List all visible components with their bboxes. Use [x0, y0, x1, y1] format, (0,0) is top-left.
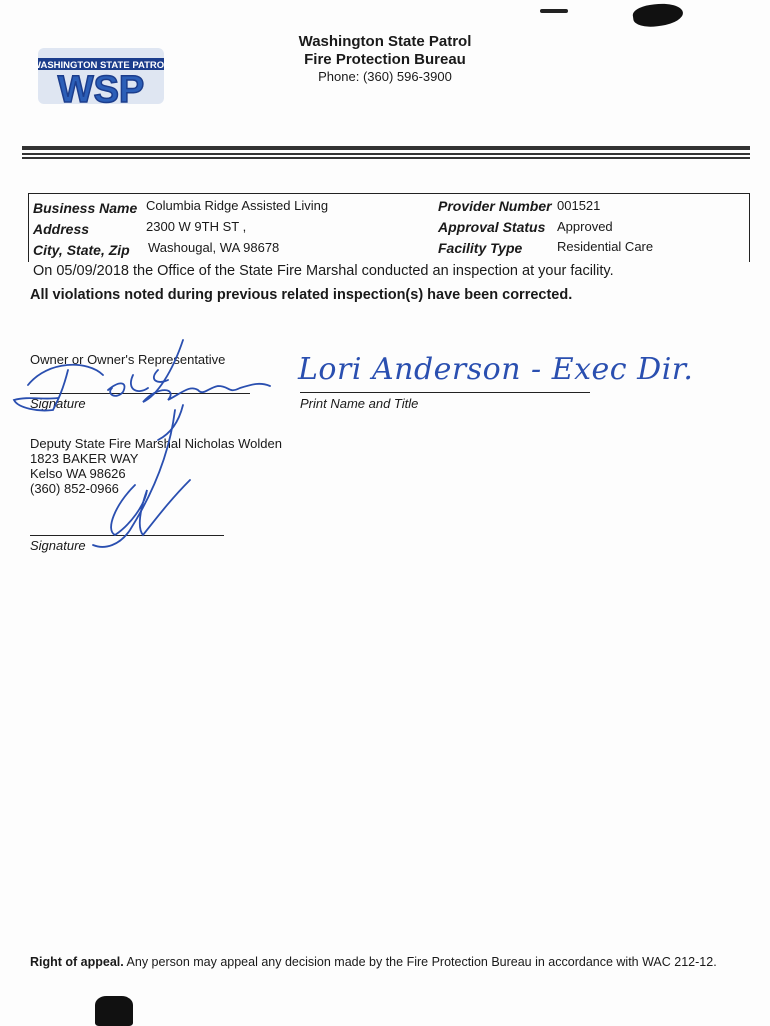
appeal-text: Any person may appeal any decision made by the Fire Protection Bureau in accordance with WAC 212-12.	[123, 955, 717, 969]
facility-type-value: Residential Care	[557, 239, 654, 254]
scan-mark-top-right	[632, 1, 685, 30]
approval-status-label: Approval Status	[438, 219, 546, 235]
business-name-value: Columbia Ridge Assisted Living	[146, 198, 329, 213]
wsp-logo	[32, 44, 170, 111]
agency-title: Washington State Patrol	[298, 33, 472, 50]
printed-name-handwriting: Lori Anderson - Exec Dir.	[298, 352, 694, 387]
provider-number-value: 001521	[557, 198, 601, 213]
marshal-phone: (360) 852-0966	[30, 481, 119, 496]
marshal-title-name: Deputy State Fire Marshal Nicholas Wolden	[30, 436, 282, 451]
city-state-zip-value: Washougal, WA 98678	[148, 240, 280, 255]
bureau-title: Fire Protection Bureau	[304, 51, 466, 68]
scan-mark-top-dash	[540, 9, 568, 13]
marshal-signature-label: Signature	[30, 538, 86, 553]
appeal-heading: Right of appeal.	[30, 955, 124, 969]
inspection-statement: On 05/09/2018 the Office of the State Fire Marshal conducted an inspection at your facility.	[33, 263, 614, 279]
scan-mark-bottom-left	[95, 996, 133, 1026]
right-of-appeal-paragraph	[30, 955, 717, 969]
logo-banner-text: WASHINGTON STATE PATROL	[32, 60, 170, 71]
marshal-handwritten-signature	[85, 410, 205, 555]
address-label: Address	[33, 221, 90, 237]
provider-number-label: Provider Number	[438, 198, 552, 214]
marshal-street: 1823 BAKER WAY	[30, 451, 139, 466]
print-name-label: Print Name and Title	[300, 396, 419, 411]
business-name-label: Business Name	[33, 200, 138, 216]
city-state-zip-label: City, State, Zip	[33, 242, 130, 258]
logo-letters: WSP	[57, 69, 145, 111]
header-rule-thin-2	[22, 157, 750, 159]
header-rule-thick	[22, 146, 750, 150]
violations-corrected-statement: All violations noted during previous related inspection(s) have been corrected.	[30, 287, 573, 303]
owner-signature-label: Signature	[30, 396, 86, 411]
approval-status-value: Approved	[557, 219, 613, 234]
marshal-city: Kelso WA 98626	[30, 466, 126, 481]
owner-representative-heading: Owner or Owner's Representative	[30, 352, 226, 367]
facility-type-label: Facility Type	[438, 240, 523, 256]
address-value: 2300 W 9TH ST ,	[146, 219, 247, 234]
header-rule-thin	[22, 153, 750, 155]
header-phone: Phone: (360) 596-3900	[318, 69, 452, 84]
print-name-line	[300, 392, 590, 393]
